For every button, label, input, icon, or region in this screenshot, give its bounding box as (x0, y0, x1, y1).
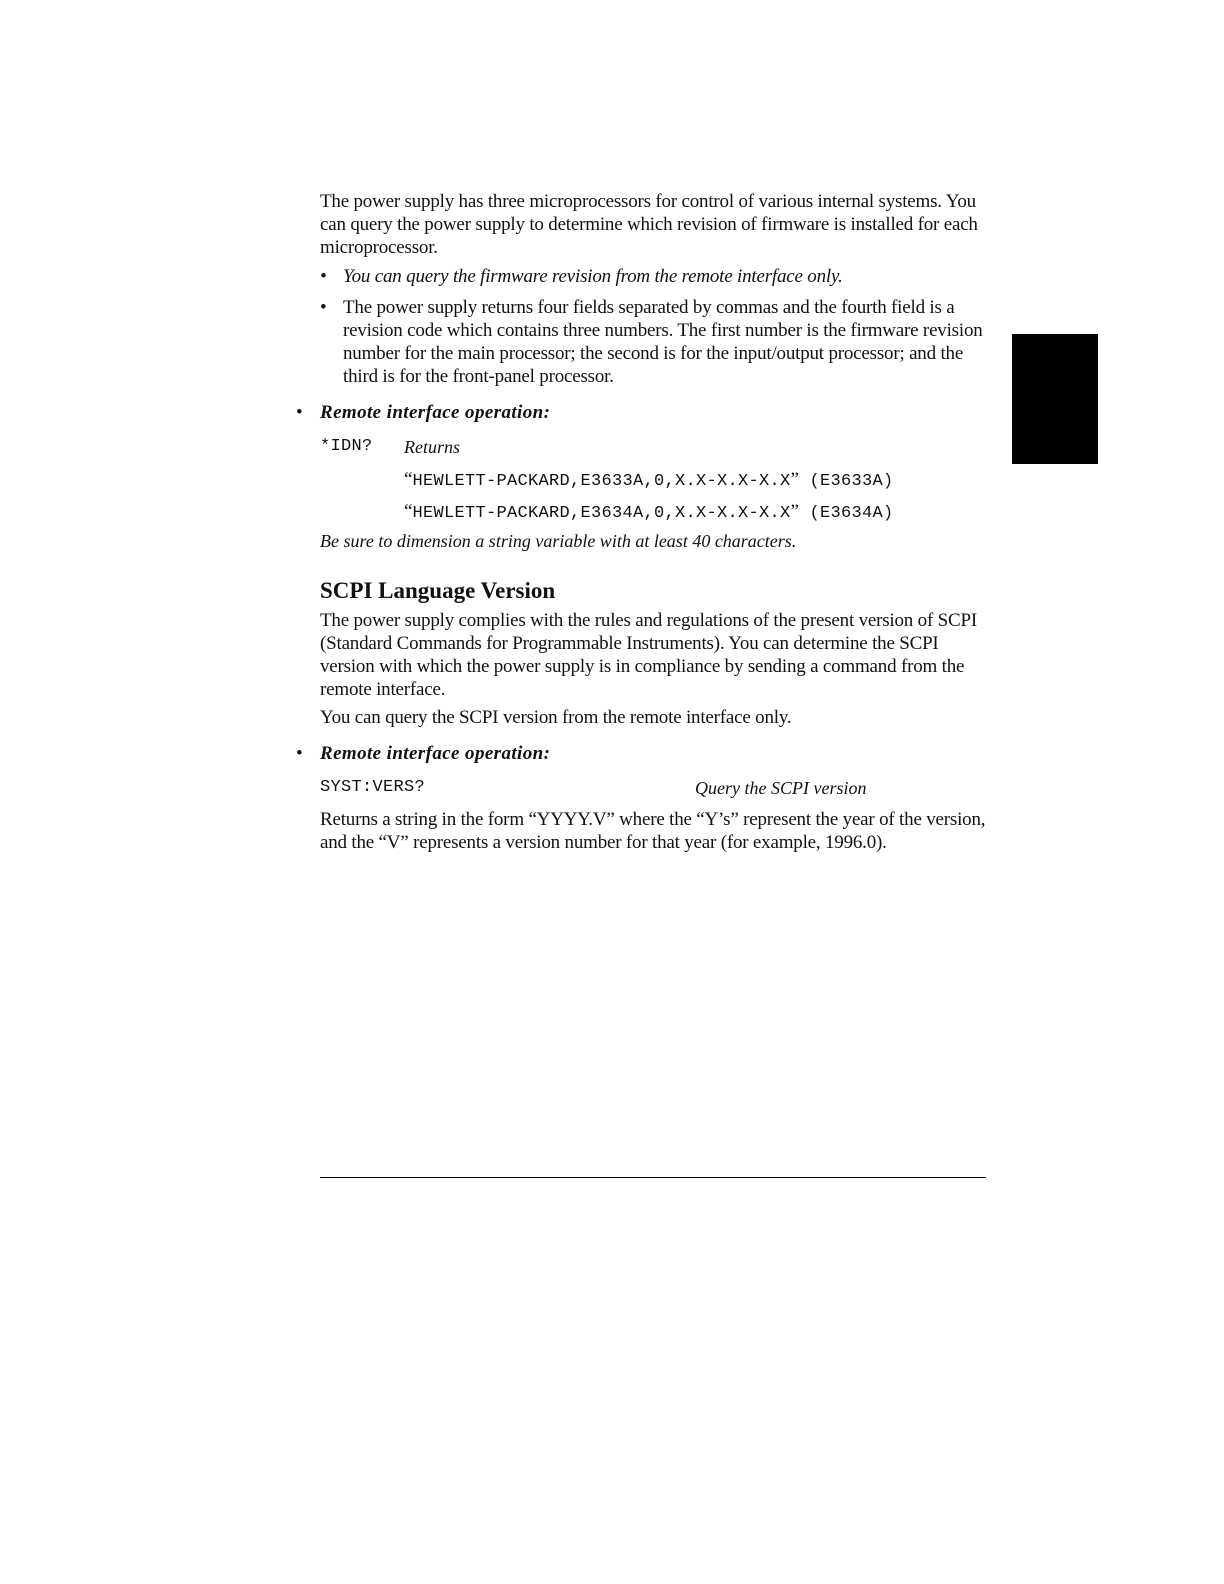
return-model: (E3633A) (809, 472, 894, 491)
footer-rule (320, 1177, 986, 1178)
return-model: (E3634A) (809, 504, 894, 523)
return-value: HEWLETT-PACKARD,E3634A,0,X.X-X.X-X.X (412, 504, 791, 523)
bullet-icon: • (320, 297, 327, 318)
bullet-text: The power supply returns four fields separated by commas and the fourth field is a revision code which contains three numbers. The first number is the firmware revision number for the main processor; the second is for the input/output processor; and the third is for the front-panel processor. (343, 297, 983, 387)
section-heading-scpi-version: SCPI Language Version (320, 578, 556, 603)
page-content (296, 190, 986, 854)
idn-command-row (320, 435, 986, 459)
bullet-icon: • (296, 402, 304, 423)
firmware-bullet-fields (320, 296, 986, 388)
open-quote: “ (404, 469, 413, 490)
remote-operation-label (296, 401, 986, 424)
idn-command: *IDN? (320, 437, 373, 456)
syst-vers-command-row (320, 776, 986, 800)
firmware-intro: The power supply has three microprocessors for control of various internal systems. You can query the power supply to determine which revision of firmware is installed for each microprocessor. (320, 191, 978, 258)
returns-label: Returns (404, 437, 460, 457)
return-line-e3633a (404, 467, 986, 491)
return-value: HEWLETT-PACKARD,E3633A,0,X.X-X.X-X.X (412, 472, 791, 491)
scpi-compliance-paragraph: The power supply complies with the rules and regulations of the present version of SCPI (Standard Commands for Programmable Instruments). You can determine the SCPI version with which the power supply is in compliance by sending a command from the remote interface. (320, 610, 977, 700)
open-quote: “ (404, 501, 413, 522)
syst-vers-description: Query the SCPI version (695, 778, 867, 798)
close-quote: ” (790, 501, 799, 522)
string-dimension-note: Be sure to dimension a string variable with at least 40 characters. (320, 531, 797, 551)
bullet-text: You can query the firmware revision from the remote interface only. (343, 266, 843, 287)
firmware-bullet-remote-only (320, 265, 986, 288)
close-quote: ” (790, 469, 799, 490)
remote-operation-label (296, 742, 986, 765)
scpi-version-result-paragraph: Returns a string in the form “YYYY.V” where the “Y’s” represent the year of the version, and the “V” represents a version number for that year (for example, 1996.0). (320, 809, 986, 853)
remote-operation-text: Remote interface operation: (320, 743, 551, 764)
bullet-icon: • (320, 266, 327, 287)
firmware-bullet-list (320, 265, 986, 388)
scpi-remote-only-paragraph: You can query the SCPI version from the remote interface only. (320, 707, 792, 728)
syst-vers-command: SYST:VERS? (320, 778, 426, 797)
chapter-tab-marker (1012, 334, 1098, 464)
bullet-icon: • (296, 743, 304, 764)
remote-operation-text: Remote interface operation: (320, 402, 551, 423)
return-line-e3634a (404, 499, 986, 523)
